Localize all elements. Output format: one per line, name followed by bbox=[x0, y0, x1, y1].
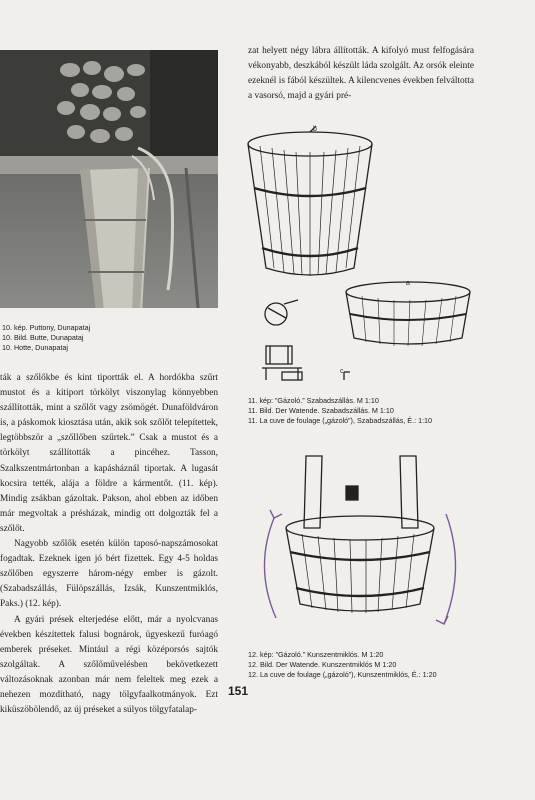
paragraph: Nagyobb szőlők esetén külön taposó-napszámosokat fogadtak. Ezeknek igen jó bért fizettek. Egy 4-5 holdas szőlőben egyszerre három-négy ember is gázolt. (Szabadszállás, Fülöpszállás, Izsák, Kunszentmiklós, Paks.) (12. kép). bbox=[0, 539, 218, 610]
left-column-text bbox=[0, 371, 218, 718]
figure-11-letter: b bbox=[313, 126, 317, 133]
puttony-photo bbox=[0, 50, 218, 308]
figure-caption-line: 11. Bild. Der Watende. Szabadszállás. M 1:10 bbox=[248, 406, 394, 415]
paragraph: zat helyett négy lábra állították. A kifolyó must felfogására vékonyabb, deszkából készült láda szolgált. Az orsók eleinte ezeknél is fából készültek. A kilencvenes években felváltotta a vasorsó, majd a gyári pré- bbox=[248, 46, 474, 102]
figure-caption-line: 12. La cuve de foulage („gázoló”), Kunszentmiklós, É.: 1:20 bbox=[248, 670, 437, 679]
figure-caption-line: 12. Bild. Der Watende. Kunszentmiklós M 1:20 bbox=[248, 660, 397, 669]
paragraph: ták a szőlőkbe és kint tiportták el. A hordókba szűrt mustot és a kitiport törkölyt viszonylag könnyebben szállították, mint a szőlőt vagy zsömögét. Dunaföldváron is, a páskomok kiosztása után, akik sok szőlőt telepítettek, legtöbbször a „szőllőben szűrtek.” Csak a mustot és a törkölyt szállították a pincéhez. Tasson, Szalkszentmártonban a kapásháznál tiportak. A lugasát kocsira tették, alája a földre a kármentőt. (11. kép). Mindig zsákban gázoltak. Pakson, ahol ebben az időben már megvoltak a présházak, mindig ott dolgozták fel a szőlőt. bbox=[0, 373, 218, 534]
figure-11-caption bbox=[248, 396, 432, 426]
photo-caption bbox=[2, 323, 90, 353]
photo-caption-line: 10. kép. Puttony, Dunapataj bbox=[2, 323, 91, 332]
right-column-text bbox=[248, 44, 474, 104]
figure-12-drawing bbox=[250, 448, 470, 648]
photo-caption-line: 10. Hotte, Dunapataj bbox=[2, 343, 68, 352]
figure-caption-line: 12. kép: ”Gázoló.” Kunszentmiklós. M 1:20 bbox=[248, 650, 384, 659]
figure-caption-line: 11. kép: ”Gázoló.” Szabadszállás. M 1:10 bbox=[248, 396, 379, 405]
figure-11-letter: c bbox=[340, 368, 344, 375]
photo-caption-line: 10. Bild. Butte, Dunapataj bbox=[2, 333, 84, 342]
figure-11-letter: a bbox=[406, 280, 410, 287]
figure-12-caption bbox=[248, 650, 437, 680]
page-number: 151 bbox=[227, 684, 249, 698]
figure-11-drawing bbox=[240, 118, 480, 393]
figure-caption-line: 11. La cuve de foulage („gázoló”), Szabadszállás, É.: 1:10 bbox=[248, 416, 433, 425]
paragraph: A gyári prések elterjedése előtt, már a nyolcvanas években készítettek falusi bognárok, ügyeskezű furóagó emberek préseket. Mintául a régi középorsós sajtók szolgáltak. A szőlőművelésben bekövetkezett változásoknak azonban már nem feleltek meg ezek a nehezen mozdítható, nagy tölgyfaalkotmányok. Ezt kiküszöbölendő, az új préseket a súlyos tölgyfatalap- bbox=[0, 614, 218, 716]
